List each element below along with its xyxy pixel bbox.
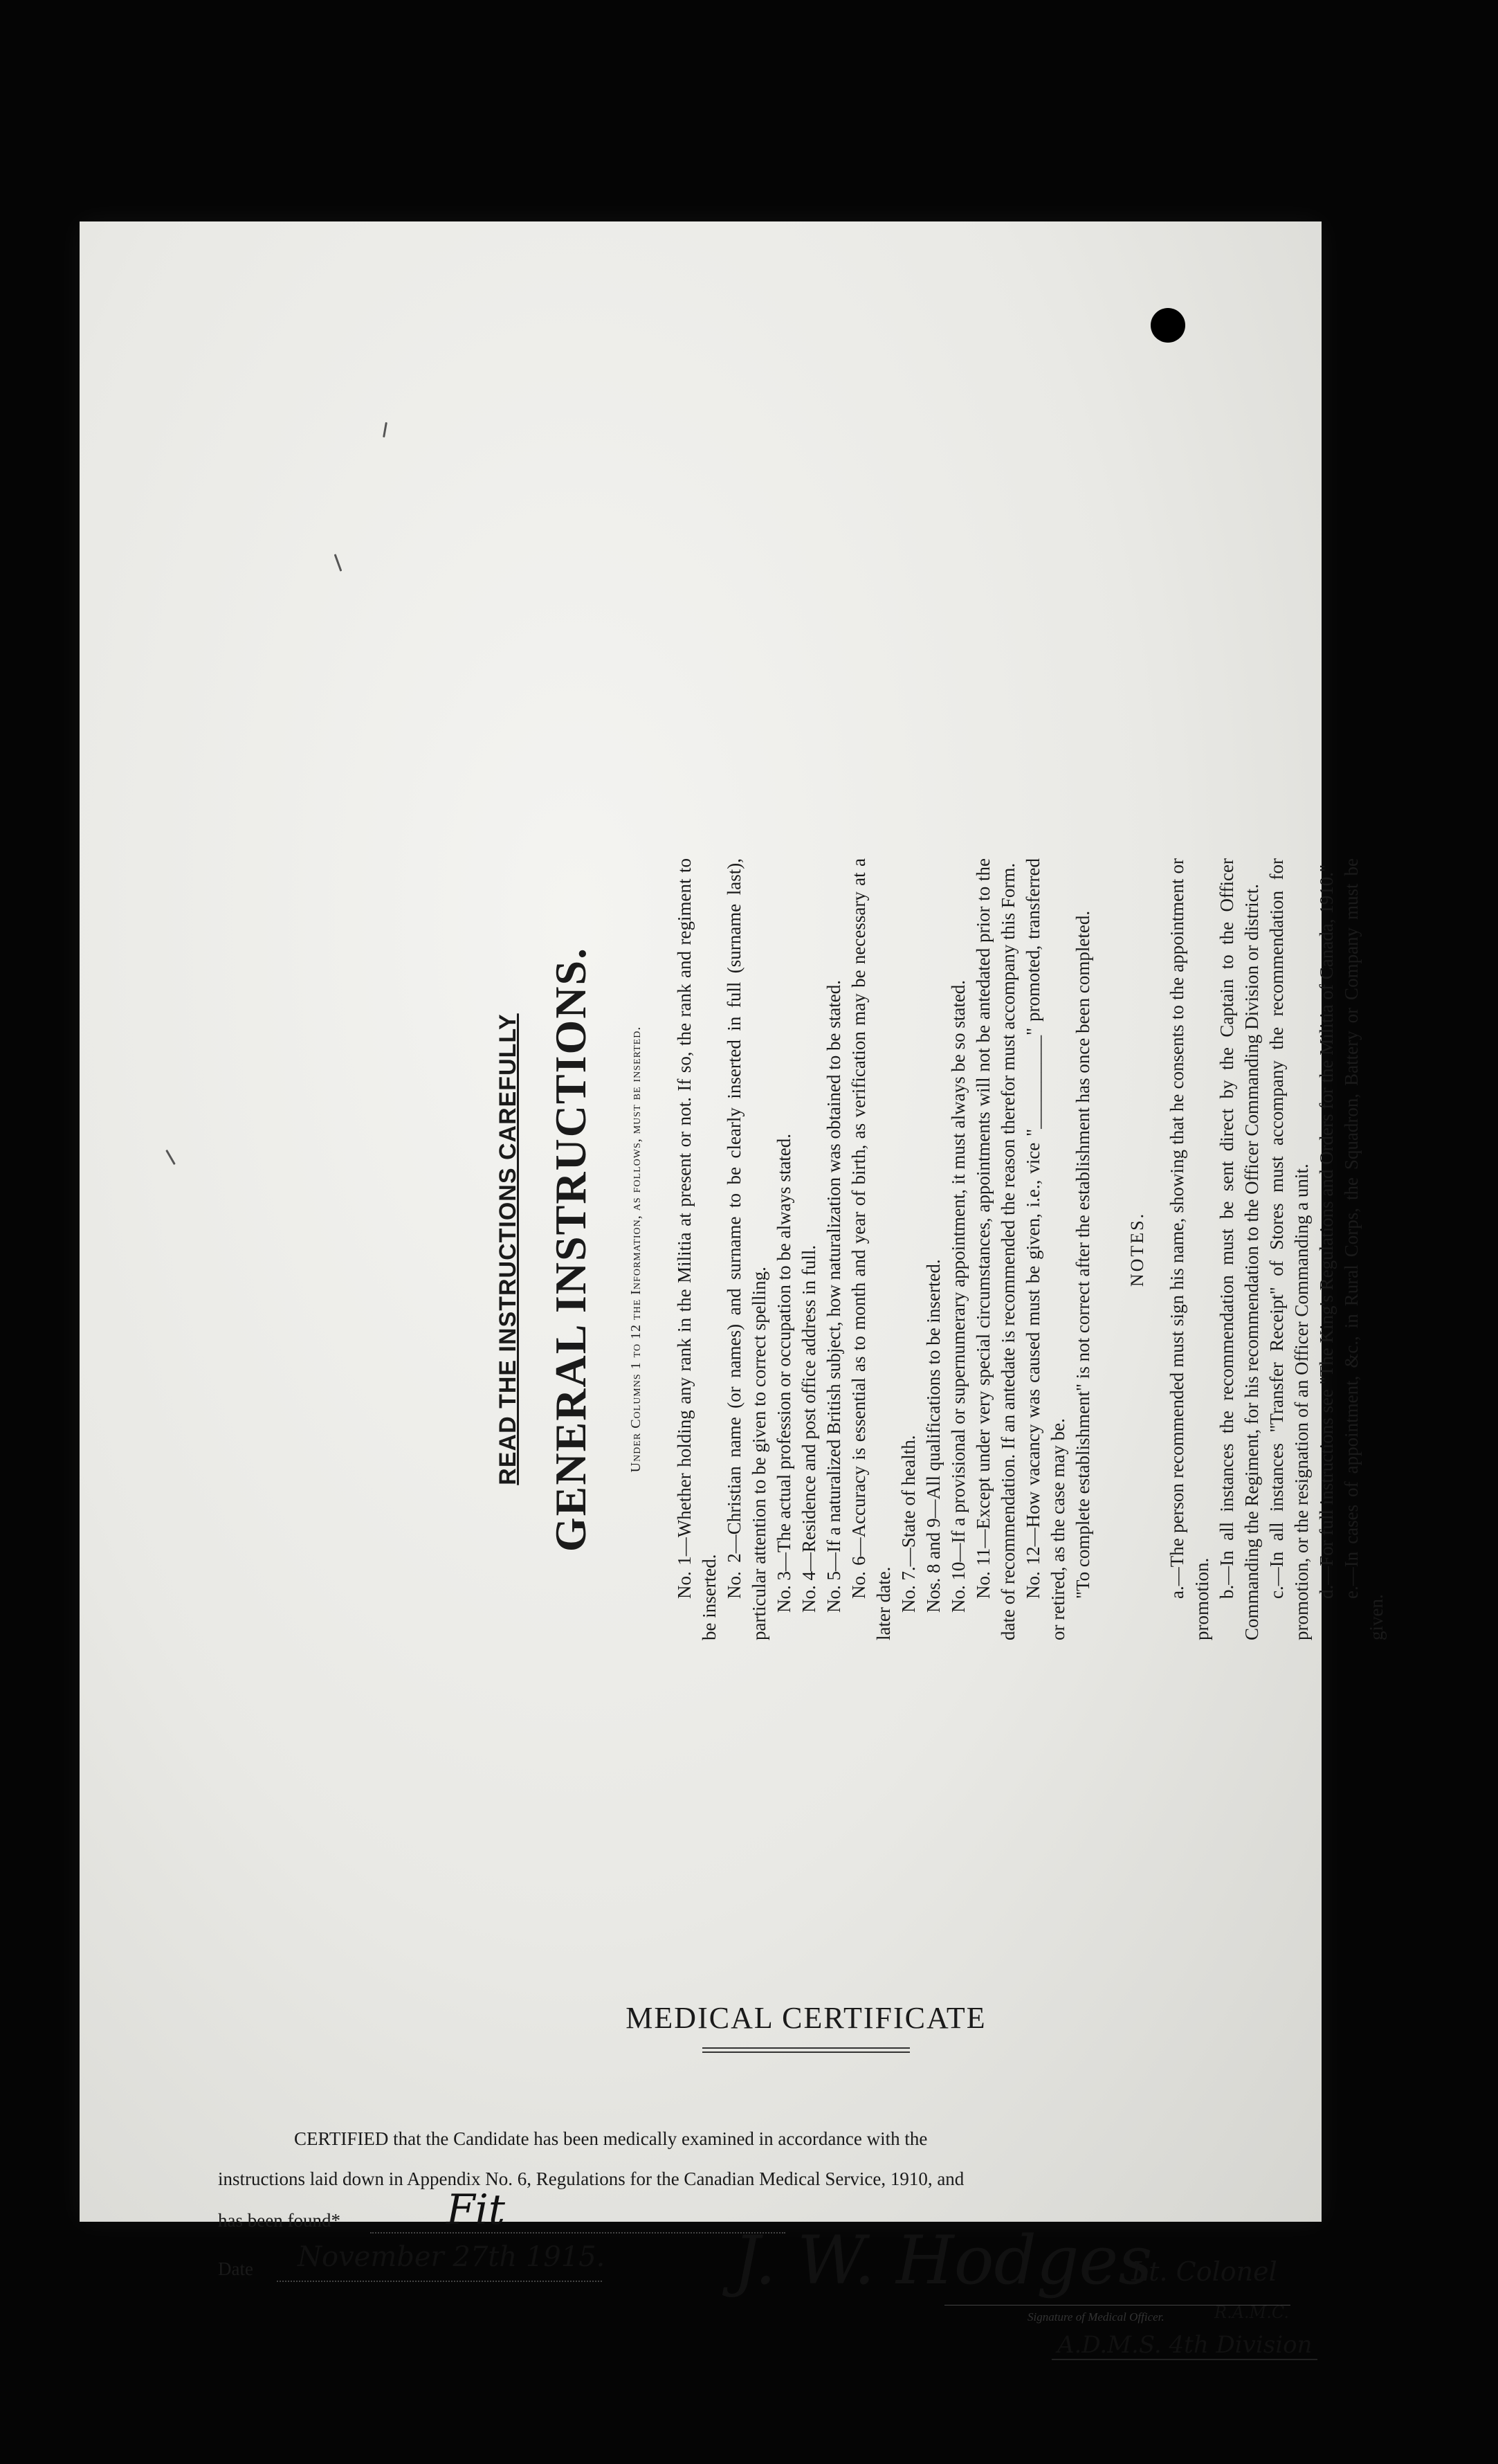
instruction-item: No. 12—How vacancy was caused must be given, i.e., vice "__________" promoted, transferred or retired, as the case may be. — [1023, 858, 1068, 1640]
read-carefully-heading: READ THE INSTRUCTIONS CAREFULLY — [495, 1013, 521, 1485]
general-instructions — [495, 858, 1498, 1640]
punch-hole — [1151, 308, 1185, 343]
instruction-item: No. 11—Except under very special circumstances, appointments will not be antedated prior to the date of recommendation. If an antedate is recommended the reason therefor must accompany this Form. — [973, 858, 1019, 1640]
instruction-item: No. 7.—State of health. — [898, 1435, 919, 1613]
note-item: c.—In all instances "Transfer Receipt" of Stores must accompany the recommendation for promotion, or the resignation of an Officer Commanding a unit. — [1266, 858, 1312, 1640]
designation-handwritten: A.D.M.S. 4th Division — [1052, 2331, 1317, 2360]
paper-speck — [334, 554, 342, 571]
instruction-item: No. 5—If a naturalized British subject, how naturalization was obtained to be stated. — [823, 980, 844, 1613]
medical-certificate-title: MEDICAL CERTIFICATE — [625, 2001, 987, 2035]
certificate-line-2: instructions laid down in Appendix No. 6, Regulations for the Canadian Medical Service, 1910, and — [218, 2168, 965, 2189]
paper-speck — [383, 422, 387, 437]
title-double-rule — [702, 2047, 910, 2053]
note-item: a.—The person recommended must sign his name, showing that he consents to the appointment or promotion. — [1167, 858, 1212, 1640]
date-label: Date — [218, 2258, 253, 2279]
found-label: has been found* — [218, 2210, 340, 2231]
document-page — [80, 221, 1387, 2359]
general-instructions-title: GENERAL INSTRUCTIONS. — [546, 946, 595, 1552]
signature-caption: Signature of Medical Officer. — [1027, 2310, 1164, 2323]
instruction-item: No. 3—The actual profession or occupation to be always stated. — [774, 1133, 794, 1613]
instruction-item: No. 6—Accuracy is essential as to month and year of birth, as verification may be necessary at a later date. — [848, 858, 894, 1640]
note-item: d.—For full instructions see "The King's Regulations and Orders for the Militia of Canada, 1910." — [1316, 864, 1337, 1599]
certificate-line-1: CERTIFIED that the Candidate has been medically examined in accordance with the — [294, 2128, 928, 2149]
date-value-handwritten: November 27th 1915. — [298, 2241, 605, 2273]
instruction-item: No. 4—Residence and post office address in full. — [798, 1244, 819, 1613]
notes-heading: NOTES. — [1127, 1211, 1147, 1287]
note-item: b.—In all instances the recommendation must be sent direct by the Captain to the Officer Commanding the Regiment, for his recommendation to the Officer Commanding Division or district. — [1216, 858, 1262, 1640]
instruction-item: Nos. 8 and 9—All qualifications to be inserted. — [923, 1259, 944, 1613]
instruction-item: "To complete establishment" is not correct after the establishment has once been completed. — [1072, 910, 1093, 1599]
instruction-item: No. 10—If a provisional or supernumerary appointment, it must always be so stated. — [948, 979, 969, 1613]
officer-rank-handwritten: Lt. Colonel — [1131, 2256, 1277, 2287]
medical-officer-signature: J. W. Hodges — [733, 2222, 1153, 2299]
instruction-item: No. 2—Christian name (or names) and surname to be clearly inserted in full (surname last), particular attention to be given to correct spelling. — [724, 858, 769, 1640]
paper-speck — [165, 1150, 176, 1165]
unit-handwritten: R.A.M.C. — [1214, 2303, 1289, 2322]
instruction-item: No. 1—Whether holding any rank in the Militia at present or not. If so, the rank and regiment to be inserted. — [674, 858, 720, 1640]
found-value-handwritten: Fit — [446, 2186, 505, 2234]
date-dotted-line — [277, 2281, 602, 2282]
instructions-subheading: Under Columns 1 to 12 the Information, as follows, must be inserted. — [628, 1026, 643, 1473]
found-dotted-line — [370, 2232, 785, 2234]
note-item: e.—In cases of appointment, &c., in Rural Corps, the Squadron, Battery or Company must be given. — [1341, 858, 1387, 1640]
